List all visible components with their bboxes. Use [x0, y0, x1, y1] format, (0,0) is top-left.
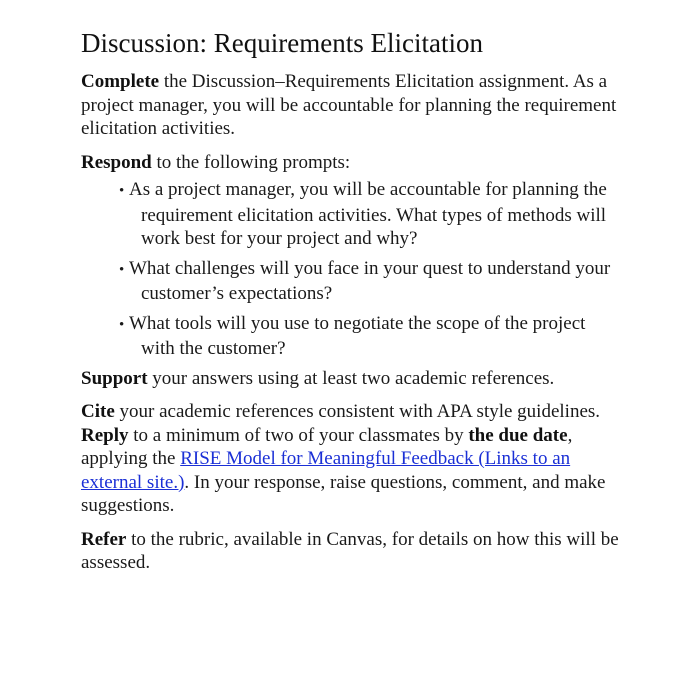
respond-paragraph — [81, 151, 621, 175]
reply-text-2: , applying the — [81, 424, 573, 469]
support-paragraph — [81, 367, 621, 391]
support-text: your answers using at least two academic references. — [147, 367, 555, 389]
prompt-text: As a project manager, you will be accountable for planning the requirement elicitation activities. What types of methods will work best for your project and why? — [129, 179, 607, 249]
reply-paragraph — [81, 424, 621, 518]
reply-text-3: . In your response, raise questions, comment, and make suggestions. — [81, 471, 606, 516]
refer-paragraph — [81, 528, 621, 575]
discussion-page — [81, 26, 621, 575]
bullet-icon: • — [119, 316, 125, 333]
prompt-item — [81, 257, 621, 306]
reply-text-1: to a minimum of two of your classmates by — [128, 424, 469, 446]
bullet-icon: • — [119, 261, 125, 278]
refer-text: to the rubric, available in Canvas, for details on how this will be assessed. — [81, 528, 619, 573]
prompt-text: What challenges will you face in your quest to understand your customer’s expectations? — [129, 257, 611, 304]
due-date-label: the due date — [468, 424, 568, 446]
rise-model-link[interactable]: RISE Model for Meaningful Feedback (Links to an external site.) — [81, 448, 571, 493]
cite-paragraph — [81, 400, 621, 424]
reply-label: Reply — [81, 424, 129, 446]
support-label: Support — [81, 367, 148, 389]
complete-paragraph — [81, 70, 621, 141]
bullet-icon: • — [119, 183, 125, 199]
refer-label: Refer — [81, 528, 127, 550]
cite-text: your academic references consistent with APA style guidelines. — [114, 401, 601, 422]
respond-text: to the following prompts: — [151, 151, 351, 173]
respond-label: Respond — [81, 151, 152, 173]
complete-label: Complete — [81, 71, 160, 92]
cite-label: Cite — [81, 401, 115, 422]
prompt-text: What tools will you use to negotiate the scope of the project with the customer? — [129, 312, 586, 359]
complete-text: the Discussion–Requirements Elicitation assignment. As a project manager, you will be accountable for planning the requirement elicitation activities. — [81, 71, 617, 139]
prompt-item — [81, 178, 621, 251]
prompt-list — [81, 178, 621, 361]
prompt-item — [81, 312, 621, 361]
page-title: Discussion: Requirements Elicitation — [81, 28, 483, 58]
